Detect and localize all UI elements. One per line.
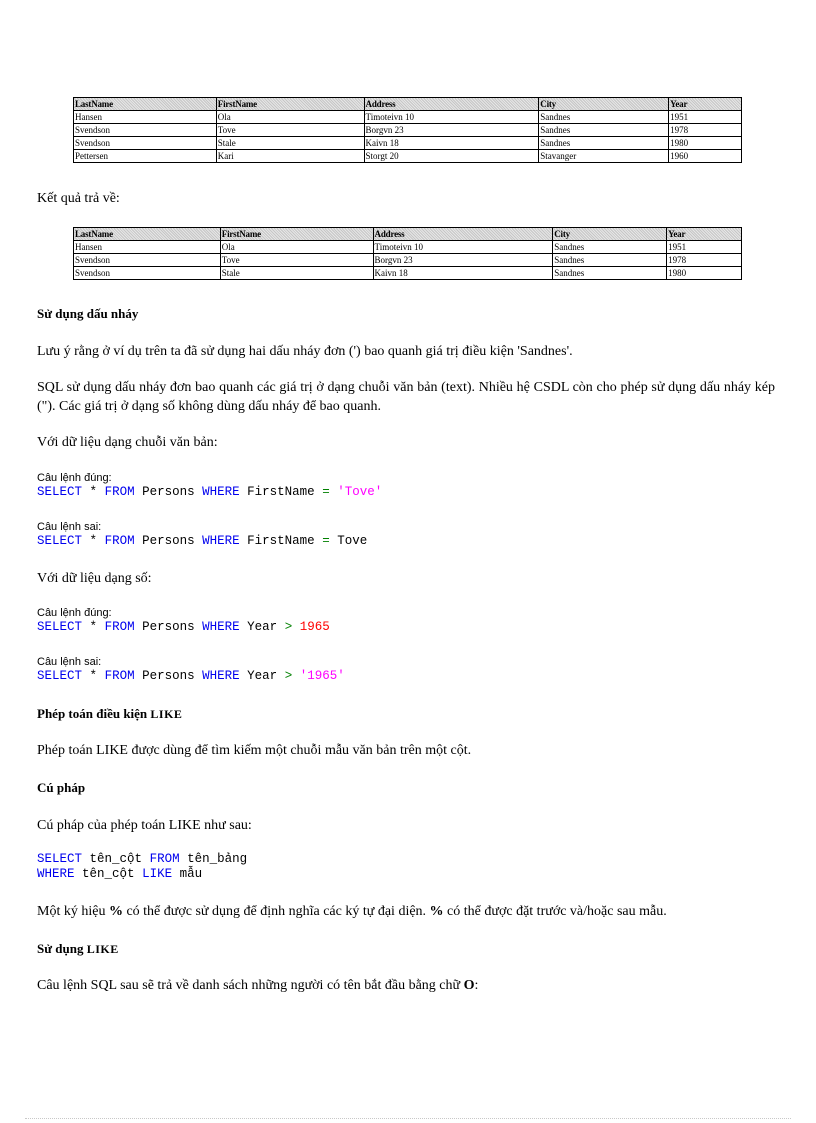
section-heading-like: Phép toán điều kiện LIKE (37, 706, 183, 721)
table-cell: 1960 (669, 150, 742, 163)
table-row (74, 111, 742, 124)
table-cell: 1980 (667, 267, 742, 280)
table-cell: Stale (220, 267, 373, 280)
quotes-note-paragraph: Lưu ý rằng ở ví dụ trên ta đã sử dụng hai dấu nháy đơn (') bao quanh giá trị điều kiện 'Sandnes'. (37, 344, 573, 359)
column-header: LastName (74, 98, 217, 111)
correct-statement-label: Câu lệnh đúng: (37, 472, 112, 484)
code-number-wrong: SELECT * FROM Persons WHERE Year > '1965' (37, 669, 345, 683)
table-cell: Timoteivn 10 (364, 111, 539, 124)
table-row (74, 150, 742, 163)
wrong-statement-label: Câu lệnh sai: (37, 521, 102, 533)
table-cell: Sandnes (539, 111, 669, 124)
table-cell: Sandnes (553, 267, 667, 280)
table-cell: Svendson (74, 124, 217, 137)
code-number-correct: SELECT * FROM Persons WHERE Year > 1965 (37, 620, 330, 634)
result-label: Kết quả trả về: (37, 191, 120, 206)
table-cell: Stale (216, 137, 364, 150)
column-header: FirstName (220, 228, 373, 241)
table-cell: Hansen (74, 111, 217, 124)
column-header: LastName (74, 228, 221, 241)
table-cell: Tove (216, 124, 364, 137)
table-cell: 1980 (669, 137, 742, 150)
quotes-explanation-paragraph: SQL sử dụng dấu nháy đơn bao quanh các giá trị ở dạng chuỗi văn bản (text). Nhiều hệ CSDL còn cho phép sử dụng dấu nháy kép ("). Các giá trị ở dạng số không dùng dấu nháy để bao quanh. (37, 380, 775, 414)
table-row (74, 124, 742, 137)
table-cell: Sandnes (539, 137, 669, 150)
page-break-line (25, 1118, 791, 1119)
section-heading-use-like: Sử dụng LIKE (37, 941, 119, 956)
table-cell: 1978 (667, 254, 742, 267)
use-like-paragraph: Câu lệnh SQL sau sẽ trả về danh sách những người có tên bắt đầu bằng chữ O: (37, 978, 479, 993)
table-cell: Kaivn 18 (364, 137, 539, 150)
table-cell: Ola (216, 111, 364, 124)
table-cell: Kari (216, 150, 364, 163)
table-cell: Timoteivn 10 (373, 241, 553, 254)
table-cell: Hansen (74, 241, 221, 254)
table-cell: Ola (220, 241, 373, 254)
like-description-paragraph: Phép toán LIKE được dùng để tìm kiếm một chuỗi mẫu văn bản trên một cột. (37, 743, 472, 758)
table-cell: 1978 (669, 124, 742, 137)
table-cell: Borgvn 23 (364, 124, 539, 137)
column-header: City (539, 98, 669, 111)
column-header: Year (669, 98, 742, 111)
result-table (73, 227, 742, 280)
table-row (74, 254, 742, 267)
table-cell: Storgt 20 (364, 150, 539, 163)
table-cell: Sandnes (539, 124, 669, 137)
section-heading-quotes: Sử dụng dấu nháy (37, 306, 139, 321)
code-like-syntax: SELECT tên_cột FROM tên_bảng WHERE tên_cột LIKE mẫu (37, 852, 248, 881)
number-data-intro: Với dữ liệu dạng số: (37, 571, 152, 586)
table-cell: Svendson (74, 254, 221, 267)
table-cell: Svendson (74, 267, 221, 280)
table-cell: Kaivn 18 (373, 267, 553, 280)
table-header-row (74, 98, 742, 111)
table-row (74, 137, 742, 150)
table-cell: Borgvn 23 (373, 254, 553, 267)
table-cell: Sandnes (553, 254, 667, 267)
column-header: Address (364, 98, 539, 111)
section-heading-syntax: Cú pháp (37, 780, 86, 795)
table-row (74, 241, 742, 254)
persons-table (73, 97, 742, 163)
correct-statement-label: Câu lệnh đúng: (37, 607, 112, 619)
table-cell: Svendson (74, 137, 217, 150)
table-cell: Sandnes (553, 241, 667, 254)
column-header: Address (373, 228, 553, 241)
column-header: Year (667, 228, 742, 241)
table-header-row (74, 228, 742, 241)
table-cell: Stavanger (539, 150, 669, 163)
table-cell: Pettersen (74, 150, 217, 163)
column-header: City (553, 228, 667, 241)
table-row (74, 267, 742, 280)
code-text-correct: SELECT * FROM Persons WHERE FirstName = 'Tove' (37, 485, 383, 499)
code-text-wrong: SELECT * FROM Persons WHERE FirstName = Tove (37, 534, 368, 548)
wrong-statement-label: Câu lệnh sai: (37, 656, 102, 668)
table-cell: 1951 (667, 241, 742, 254)
text-data-intro: Với dữ liệu dạng chuỗi văn bản: (37, 435, 218, 450)
table-cell: Tove (220, 254, 373, 267)
syntax-intro-paragraph: Cú pháp của phép toán LIKE như sau: (37, 818, 252, 833)
column-header: FirstName (216, 98, 364, 111)
wildcard-paragraph: Một ký hiệu % có thể được sử dụng để định nghĩa các ký tự đại diện. % có thể được đặt trước và/hoặc sau mẫu. (37, 904, 667, 919)
table-cell: 1951 (669, 111, 742, 124)
